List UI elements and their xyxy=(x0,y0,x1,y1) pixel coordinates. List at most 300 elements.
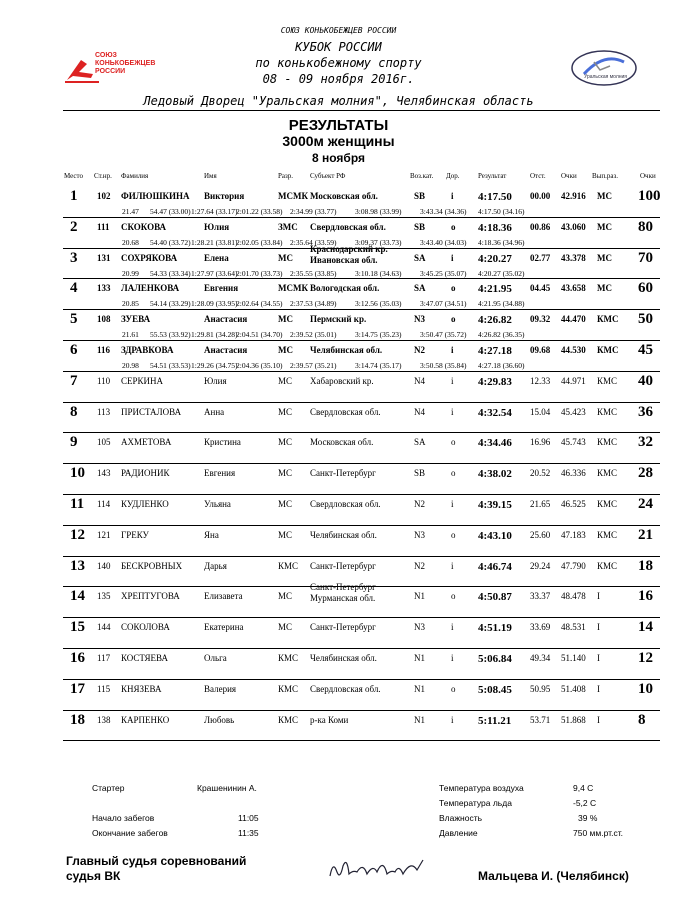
split-time: 3:43.40 (34.03) xyxy=(420,237,467,247)
last-name: ЗДРАВКОВА xyxy=(121,345,174,355)
split-time: 3:10.18 (34.63) xyxy=(355,268,402,278)
place: 6 xyxy=(70,342,78,358)
last-name: ГРЕКУ xyxy=(121,529,149,540)
last-name: СОХРЯКОВА xyxy=(121,252,178,263)
start-number: 116 xyxy=(97,345,111,355)
earned-rank: КМС xyxy=(597,314,619,325)
starter-label: Стартер xyxy=(92,783,125,793)
age-category: N1 xyxy=(414,591,425,602)
result-time: 4:20.27 xyxy=(478,252,512,265)
split-time: 2:39.57 (35.21) xyxy=(290,361,337,370)
score: 70 xyxy=(638,249,653,266)
logo-line-3: РОССИИ xyxy=(95,68,126,75)
gap: 04.45 xyxy=(530,283,551,294)
points: 45.423 xyxy=(561,406,586,417)
start-number: 133 xyxy=(97,283,111,294)
split-time: 3:47.07 (34.51) xyxy=(420,299,467,309)
table-row xyxy=(0,341,677,372)
split-time: 4:26.82 (36.35) xyxy=(478,330,525,340)
region-secondary: Мурманская обл. xyxy=(310,593,376,604)
split-time: 3:08.98 (33.99) xyxy=(355,207,402,216)
judge-name: Мальцева И. (Челябинск) xyxy=(478,869,629,883)
start-number: 105 xyxy=(97,437,111,448)
earned-rank: I xyxy=(597,683,600,694)
lane: o xyxy=(451,468,456,479)
last-name: КУДЛЕНКО xyxy=(121,499,169,509)
split-time: 3:45.25 (35.07) xyxy=(420,268,467,278)
last-name: ЛАЛЕНКОВА xyxy=(121,283,180,294)
rank: МС xyxy=(278,406,293,417)
region: р-ка Коми xyxy=(310,714,349,725)
table-row xyxy=(0,649,677,680)
split-time: 20.68 xyxy=(122,237,139,247)
venue-line: Ледовый Дворец "Уральская молния", Челябинская область xyxy=(143,94,534,108)
split-time: 4:18.36 (34.96) xyxy=(478,237,525,247)
region: Свердловская обл. xyxy=(310,683,381,694)
region: Челябинская обл. xyxy=(310,653,377,663)
lane: i xyxy=(451,252,454,263)
result-time: 4:50.87 xyxy=(478,591,512,604)
place: 13 xyxy=(70,557,85,574)
points: 46.336 xyxy=(561,468,586,479)
split-time: 2:02.05 (33.84) xyxy=(236,237,283,247)
gap: 25.60 xyxy=(530,529,551,540)
split-time: 1:29.81 (34.28) xyxy=(191,330,238,340)
earned-rank: КМС xyxy=(597,375,618,386)
first-name: Анна xyxy=(204,406,225,417)
earned-rank: КМС xyxy=(597,499,618,509)
start-number: 115 xyxy=(97,683,111,694)
earned-rank: МС xyxy=(597,221,612,232)
region: Санкт-Петербург xyxy=(310,468,376,479)
union-caption: СОЮЗ КОНЬКОБЕЖЦЕВ РОССИИ xyxy=(280,26,397,35)
rank: МС xyxy=(278,468,293,479)
split-time: 20.85 xyxy=(122,299,139,309)
place: 4 xyxy=(70,280,78,297)
age-category: SB xyxy=(414,221,426,232)
result-time: 4:38.02 xyxy=(478,468,512,481)
gap: 33.69 xyxy=(530,622,551,633)
age-category: N1 xyxy=(414,653,425,663)
lane: i xyxy=(451,653,454,663)
points: 47.790 xyxy=(561,560,586,571)
last-name: ФИЛЮШКИНА xyxy=(121,191,190,201)
place: 5 xyxy=(70,311,78,328)
first-name: Юлия xyxy=(204,375,227,386)
pressure-label: Давление xyxy=(439,828,478,838)
table-row xyxy=(0,279,677,310)
points: 44.971 xyxy=(561,375,586,386)
col-result: Результат xyxy=(478,172,507,180)
pressure-value: 750 мм.рт.ст. xyxy=(573,828,624,838)
gap: 12.33 xyxy=(530,375,551,386)
split-time: 54.51 (33.53) xyxy=(150,361,191,370)
split-time: 3:43.34 (34.36) xyxy=(420,207,467,216)
points: 43.658 xyxy=(561,283,586,294)
gap: 02.77 xyxy=(530,252,551,263)
lane: o xyxy=(451,314,456,325)
table-row xyxy=(0,310,677,341)
split-time: 1:29.26 (34.75) xyxy=(191,361,238,370)
rank: МС xyxy=(278,622,293,633)
table-row xyxy=(0,464,677,495)
gap: 21.65 xyxy=(530,499,551,509)
result-time: 4:17.50 xyxy=(478,191,512,203)
points: 51.868 xyxy=(561,714,586,725)
lane: i xyxy=(451,714,454,725)
gap: 20.52 xyxy=(530,468,551,479)
gap: 09.68 xyxy=(530,345,551,355)
air-label: Температура воздуха xyxy=(439,783,524,793)
table-row xyxy=(0,711,677,742)
col-num: Ст.нр. xyxy=(94,172,112,180)
result-time: 4:29.83 xyxy=(478,375,512,388)
split-time: 4:20.27 (35.02) xyxy=(478,268,525,278)
rank: КМС xyxy=(278,653,299,663)
table-row xyxy=(0,187,677,218)
col-gap: Отст. xyxy=(530,172,546,180)
earned-rank: КМС xyxy=(597,529,618,540)
earned-rank: I xyxy=(597,653,600,663)
last-name: АХМЕТОВА xyxy=(121,437,172,448)
score: 80 xyxy=(638,218,653,235)
col-earned: Вып.раз. xyxy=(592,172,618,180)
split-time: 2:34.99 (33.77) xyxy=(290,207,337,216)
points: 47.183 xyxy=(561,529,586,540)
last-name: КНЯЗЕВА xyxy=(121,683,162,694)
last-name: КОСТЯЕВА xyxy=(121,653,168,663)
place: 1 xyxy=(70,188,78,204)
dates-line: 08 - 09 ноября 2016г. xyxy=(262,72,415,86)
lane: i xyxy=(451,499,454,509)
end-label: Окончание забегов xyxy=(92,828,168,838)
score: 14 xyxy=(638,619,653,636)
split-time: 1:28.21 (33.81) xyxy=(191,237,238,247)
points: 51.140 xyxy=(561,653,586,663)
first-name: Анастасия xyxy=(204,314,248,325)
age-category: SA xyxy=(414,252,426,263)
earned-rank: КМС xyxy=(597,560,618,571)
place: 3 xyxy=(70,249,78,266)
logo-line-1: СОЮЗ xyxy=(95,52,117,59)
split-time: 4:17.50 (34.16) xyxy=(478,207,525,216)
earned-rank: МС xyxy=(597,283,612,294)
age-category: SA xyxy=(414,283,426,294)
region: Краснодарский кр. xyxy=(310,243,388,254)
first-name: Кристина xyxy=(204,437,241,448)
cup-title: КУБОК РОССИИ xyxy=(295,40,382,54)
col-lane: Дор. xyxy=(446,172,460,180)
age-category: SB xyxy=(414,468,426,479)
result-time: 4:43.10 xyxy=(478,529,512,542)
gap: 16.96 xyxy=(530,437,551,448)
start-number: 143 xyxy=(97,468,111,479)
table-row xyxy=(0,495,677,526)
region: Вологодская обл. xyxy=(310,283,380,294)
earned-rank: МС xyxy=(597,191,612,201)
split-time: 1:27.97 (33.64) xyxy=(191,268,238,278)
age-category: N3 xyxy=(414,314,425,325)
table-row xyxy=(0,618,677,649)
first-name: Юлия xyxy=(204,221,230,232)
score: 10 xyxy=(638,680,653,697)
ice-arena-logo-icon xyxy=(570,48,638,88)
split-time: 55.53 (33.92) xyxy=(150,330,191,340)
split-time: 2:35.64 (33.59) xyxy=(290,237,337,247)
start-number: 121 xyxy=(97,529,111,540)
gap: 29.24 xyxy=(530,560,551,571)
place: 8 xyxy=(70,403,78,420)
result-time: 4:51.19 xyxy=(478,622,512,635)
humidity-value: 39 % xyxy=(578,813,598,823)
distance-title: 3000м женщины xyxy=(282,133,395,149)
age-category: N1 xyxy=(414,683,425,694)
start-time: 11:05 xyxy=(238,813,259,823)
row-divider xyxy=(63,740,660,741)
last-name: КАРПЕНКО xyxy=(121,714,170,725)
score: 36 xyxy=(638,403,653,420)
age-category: SA xyxy=(414,437,426,448)
region: Санкт-Петербург xyxy=(310,622,376,633)
age-category: SB xyxy=(414,191,426,201)
col-last: Фамилия xyxy=(121,172,149,180)
split-time: 2:01.22 (33.58) xyxy=(236,207,283,216)
split-time: 54.40 (33.72) xyxy=(150,237,191,247)
first-name: Валерия xyxy=(204,683,237,694)
points: 44.470 xyxy=(561,314,586,325)
split-time: 2:01.70 (33.73) xyxy=(236,268,283,278)
first-name: Евгения xyxy=(204,468,236,479)
points: 45.743 xyxy=(561,437,586,448)
split-time: 4:21.95 (34.88) xyxy=(478,299,525,309)
score: 21 xyxy=(638,526,653,543)
score: 40 xyxy=(638,372,653,389)
first-name: Елена xyxy=(204,252,229,263)
result-time: 4:26.82 xyxy=(478,314,512,327)
first-name: Виктория xyxy=(204,191,245,201)
score: 24 xyxy=(638,496,653,512)
split-time: 3:09.37 (33.73) xyxy=(355,237,402,247)
last-name: ХРЕПТУГОВА xyxy=(121,591,180,602)
air-value: 9,4 С xyxy=(573,783,594,793)
rank: КМС xyxy=(278,714,299,725)
age-category: N1 xyxy=(414,714,425,725)
age-category: N3 xyxy=(414,622,425,633)
result-time: 4:27.18 xyxy=(478,345,512,357)
region: Свердловская обл. xyxy=(310,221,386,232)
start-number: 140 xyxy=(97,560,111,571)
lane: o xyxy=(451,683,456,694)
gap: 50.95 xyxy=(530,683,551,694)
col-region: Субъект РФ xyxy=(310,172,346,180)
start-number: 117 xyxy=(97,653,111,663)
place: 17 xyxy=(70,680,85,697)
age-category: N3 xyxy=(414,529,425,540)
age-category: N2 xyxy=(414,345,425,355)
end-time: 11:35 xyxy=(238,828,259,838)
result-time: 5:11.21 xyxy=(478,714,512,727)
split-time: 54.14 (33.29) xyxy=(150,299,191,309)
start-number: 102 xyxy=(97,191,111,201)
region: Московская обл. xyxy=(310,437,374,448)
result-time: 5:08.45 xyxy=(478,683,512,696)
split-time: 3:50.58 (35.84) xyxy=(420,361,467,370)
last-name: СКОКОВА xyxy=(121,221,167,232)
region: Свердловская обл. xyxy=(310,499,381,509)
region: Московская обл. xyxy=(310,191,378,201)
split-time: 3:12.56 (35.03) xyxy=(355,299,402,309)
judge-title-2: судья ВК xyxy=(66,869,121,883)
lane: i xyxy=(451,345,454,355)
earned-rank: I xyxy=(597,622,600,633)
rank: МС xyxy=(278,529,293,540)
rank: МС xyxy=(278,375,293,386)
split-time: 3:50.47 (35.72) xyxy=(420,330,467,340)
points: 43.060 xyxy=(561,221,586,232)
conditions-block xyxy=(0,780,677,840)
split-time: 1:28.09 (33.95) xyxy=(191,299,238,309)
earned-rank: КМС xyxy=(597,468,618,479)
lane: o xyxy=(451,221,456,232)
table-row xyxy=(0,526,677,557)
lane: i xyxy=(451,375,454,386)
first-name: Яна xyxy=(204,529,219,540)
lane: o xyxy=(451,283,456,294)
last-name: СОКОЛОВА xyxy=(121,622,170,633)
table-header xyxy=(0,172,677,184)
last-name: РАДИОНИК xyxy=(121,468,170,479)
result-time: 5:06.84 xyxy=(478,653,512,665)
split-time: 54.47 (33.00) xyxy=(150,207,191,216)
last-name: ЗУЕВА xyxy=(121,314,151,325)
place: 9 xyxy=(70,434,78,451)
result-time: 4:32.54 xyxy=(478,406,512,419)
result-time: 4:39.15 xyxy=(478,499,512,511)
start-number: 113 xyxy=(97,406,111,417)
col-cat: Воз.кат. xyxy=(410,172,434,180)
first-name: Елизавета xyxy=(204,591,243,602)
gap: 53.71 xyxy=(530,714,551,725)
place: 16 xyxy=(70,650,85,666)
starter-name: Крашенинин А. xyxy=(197,783,257,793)
page-title: РЕЗУЛЬТАТЫ xyxy=(288,117,389,134)
lane: o xyxy=(451,591,456,602)
last-name: ПРИСТАЛОВА xyxy=(121,406,182,417)
age-category: N4 xyxy=(414,375,425,386)
points: 46.525 xyxy=(561,499,586,509)
split-time: 21.61 xyxy=(122,330,139,340)
score: 8 xyxy=(638,711,646,728)
region: Хабаровский кр. xyxy=(310,375,374,386)
humidity-label: Влажность xyxy=(439,813,483,823)
gap: 09.32 xyxy=(530,314,551,325)
earned-rank: КМС xyxy=(597,406,618,417)
col-points: Очки xyxy=(561,172,577,180)
split-time: 2:04.51 (34.70) xyxy=(236,330,283,340)
earned-rank: КМС xyxy=(597,437,618,448)
start-number: 110 xyxy=(97,375,111,386)
split-time: 3:14.75 (35.23) xyxy=(355,330,402,340)
split-time: 2:02.64 (34.55) xyxy=(236,299,283,309)
lane: i xyxy=(451,191,454,201)
region-secondary: Ивановская обл. xyxy=(310,254,378,265)
score: 12 xyxy=(638,650,653,666)
judge-title-1: Главный судья соревнований xyxy=(66,854,247,868)
score: 28 xyxy=(638,465,653,482)
rank: МС xyxy=(278,437,293,448)
score: 60 xyxy=(638,280,653,297)
gap: 00.00 xyxy=(530,191,551,201)
result-time: 4:18.36 xyxy=(478,221,512,234)
lane: i xyxy=(451,406,454,417)
age-category: N4 xyxy=(414,406,425,417)
col-first: Имя xyxy=(204,172,217,180)
region: Санкт-Петербург xyxy=(310,560,376,571)
split-time: 4:27.18 (36.60) xyxy=(478,361,525,370)
lane: o xyxy=(451,437,456,448)
place: 14 xyxy=(70,588,85,605)
day-title: 8 ноября xyxy=(311,151,365,165)
split-time: 3:14.74 (35.17) xyxy=(355,361,402,370)
col-place: Место xyxy=(64,172,83,180)
score: 32 xyxy=(638,434,653,451)
score: 50 xyxy=(638,311,653,328)
score: 16 xyxy=(638,588,653,605)
region: Челябинская обл. xyxy=(310,529,377,540)
earned-rank: I xyxy=(597,591,600,602)
last-name: СЕРКИНА xyxy=(121,375,164,386)
place: 18 xyxy=(70,711,85,728)
result-time: 4:34.46 xyxy=(478,437,512,450)
rank: МС xyxy=(278,345,293,355)
region: Санкт-Петербург xyxy=(310,582,376,593)
split-time: 2:04.36 (35.10) xyxy=(236,361,283,370)
place: 15 xyxy=(70,619,85,636)
first-name: Ульяна xyxy=(204,499,231,509)
first-name: Анастасия xyxy=(204,345,248,355)
rank: МС xyxy=(278,314,293,325)
earned-rank: I xyxy=(597,714,600,725)
rank: МС xyxy=(278,591,293,602)
split-time: 2:35.55 (33.85) xyxy=(290,268,337,278)
score: 45 xyxy=(638,342,653,358)
venue-logo xyxy=(570,48,638,88)
split-time: 21.47 xyxy=(122,207,139,216)
earned-rank: МС xyxy=(597,252,612,263)
split-time: 20.99 xyxy=(122,268,139,278)
first-name: Ольга xyxy=(204,653,227,663)
last-name: БЕСКРОВНЫХ xyxy=(121,560,183,571)
start-number: 114 xyxy=(97,499,111,509)
venue-logo-text: Уральская молния xyxy=(584,74,627,80)
result-time: 4:46.74 xyxy=(478,560,512,573)
region: Пермский кр. xyxy=(310,314,367,325)
first-name: Евгения xyxy=(204,283,239,294)
rank: ЗМС xyxy=(278,221,298,232)
split-time: 54.33 (33.34) xyxy=(150,268,191,278)
place: 10 xyxy=(70,465,85,482)
place: 2 xyxy=(70,218,78,235)
start-number: 138 xyxy=(97,714,111,725)
start-number: 108 xyxy=(97,314,111,325)
start-number: 144 xyxy=(97,622,111,633)
result-time: 4:21.95 xyxy=(478,283,512,296)
points: 51.408 xyxy=(561,683,586,694)
region: Челябинская обл. xyxy=(310,345,383,355)
points: 48.478 xyxy=(561,591,586,602)
logo-line-2: КОНЬКОБЕЖЦЕВ xyxy=(95,60,156,67)
gap: 00.86 xyxy=(530,221,551,232)
